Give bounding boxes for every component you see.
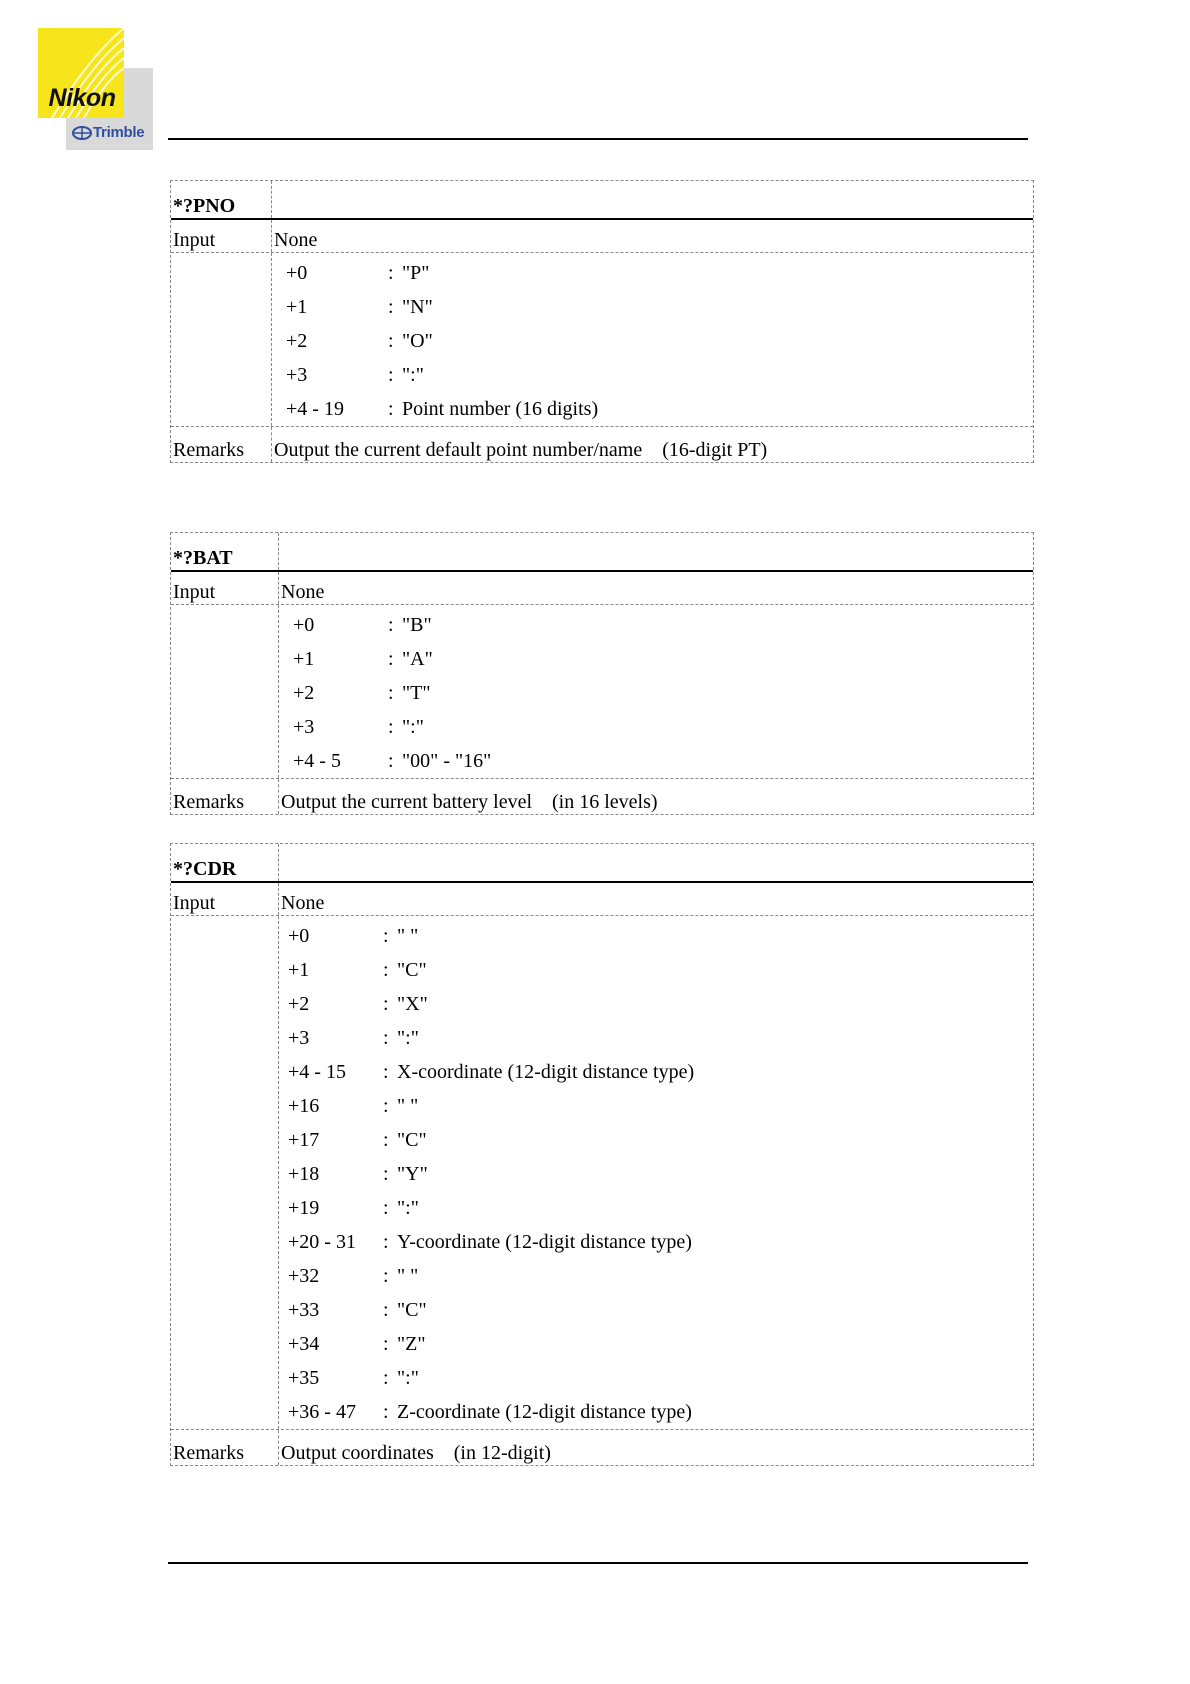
output-offset: +1 [288,958,310,981]
output-offset: +17 [288,1128,320,1151]
output-offset: +18 [288,1162,320,1185]
output-line [279,1225,1033,1259]
output-value: " " [397,1094,419,1117]
output-value: ":" [397,1026,419,1049]
footer-rule [168,1562,1028,1564]
output-colon: : [383,1400,389,1423]
output-offset: +3 [288,1026,310,1049]
command-row [171,533,1033,572]
remarks-row [171,779,1033,814]
output-value: ":" [397,1366,419,1389]
output-colon: : [388,681,394,704]
output-line [279,1089,1033,1123]
output-offset: +34 [288,1332,320,1355]
output-colon: : [383,1196,389,1219]
output-offset: +33 [288,1298,320,1321]
output-line [279,919,1033,953]
output-line [279,608,1033,642]
output-offset: +2 [293,681,315,704]
output-offset: +3 [286,363,308,386]
output-value: "P" [402,261,430,284]
output-line [279,710,1033,744]
output-value: Y-coordinate (12-digit distance type) [397,1230,692,1253]
output-value: "O" [402,329,433,352]
output-colon: : [383,1332,389,1355]
output-line [279,1293,1033,1327]
output-colon: : [388,647,394,670]
input-label: Input [173,581,216,603]
nikon-wordmark: Nikon [48,84,116,112]
output-line [272,256,1033,290]
output-row [171,605,1033,779]
output-value: "Z" [397,1332,426,1355]
remarks-value: Output the current default point number/name (16-digit PT) [274,439,768,461]
output-offset: +0 [288,924,310,947]
input-row [171,220,1033,253]
input-value: None [281,581,325,603]
output-value: "C" [397,1128,427,1151]
output-value: " " [397,924,419,947]
trimble-wordmark [72,124,144,141]
output-value: ":" [402,715,424,738]
output-line [279,642,1033,676]
output-offset: +1 [293,647,315,670]
output-list [279,916,1033,1429]
output-list [272,253,1033,426]
input-value: None [274,229,318,251]
output-colon: : [388,397,394,420]
output-line [279,1055,1033,1089]
output-value: "N" [402,295,433,318]
header-rule [168,138,1028,140]
output-row [171,253,1033,427]
output-offset: +2 [288,992,310,1015]
output-value: ":" [397,1196,419,1219]
output-line [272,290,1033,324]
trimble-text: Trimble [93,124,145,141]
output-colon: : [388,749,394,772]
output-value: "A" [402,647,433,670]
output-offset: +19 [288,1196,320,1219]
output-colon: : [383,924,389,947]
output-offset: +1 [286,295,308,318]
output-offset: +0 [293,613,315,636]
output-colon: : [388,329,394,352]
output-line [272,324,1033,358]
remarks-label: Remarks [173,791,245,813]
output-offset: +35 [288,1366,320,1389]
output-offset: +0 [286,261,308,284]
output-line [279,1361,1033,1395]
output-offset: +4 - 15 [288,1060,346,1083]
output-colon: : [383,958,389,981]
command-table-bat [170,532,1034,815]
output-offset: +4 - 19 [286,397,344,420]
output-offset: +16 [288,1094,320,1117]
remarks-value: Output the current battery level (in 16 levels) [281,791,658,813]
output-line [279,987,1033,1021]
output-value: Z-coordinate (12-digit distance type) [397,1400,692,1423]
output-colon: : [388,715,394,738]
input-label: Input [173,229,216,251]
output-line [279,1259,1033,1293]
command-table-pno [170,180,1034,463]
remarks-label: Remarks [173,439,245,461]
command-row [171,844,1033,883]
command-name: *?CDR [173,858,237,880]
output-value: X-coordinate (12-digit distance type) [397,1060,695,1083]
command-row [171,181,1033,220]
output-line [279,1395,1033,1429]
remarks-row [171,1430,1033,1465]
output-value: "C" [397,958,427,981]
output-list [279,605,1033,778]
output-colon: : [388,261,394,284]
output-colon: : [383,1264,389,1287]
trimble-globe-icon [72,125,92,141]
output-row [171,916,1033,1430]
output-colon: : [383,1128,389,1151]
output-value: "T" [402,681,431,704]
output-value: "X" [397,992,428,1015]
output-value: ":" [402,363,424,386]
output-value: "C" [397,1298,427,1321]
output-offset: +3 [293,715,315,738]
remarks-value: Output coordinates (in 12-digit) [281,1442,551,1464]
input-value: None [281,892,325,914]
output-colon: : [388,363,394,386]
output-line [272,358,1033,392]
output-line [272,392,1033,426]
output-colon: : [388,295,394,318]
remarks-label: Remarks [173,1442,245,1464]
output-colon: : [383,992,389,1015]
output-line [279,744,1033,778]
output-colon: : [383,1366,389,1389]
command-table-cdr [170,843,1034,1466]
output-line [279,1327,1033,1361]
command-name: *?BAT [173,547,233,569]
input-label: Input [173,892,216,914]
output-line [279,953,1033,987]
output-line [279,1021,1033,1055]
output-line [279,1157,1033,1191]
output-value: "B" [402,613,432,636]
output-colon: : [383,1298,389,1321]
output-offset: +2 [286,329,308,352]
output-value: " " [397,1264,419,1287]
input-row [171,572,1033,605]
output-offset: +4 - 5 [293,749,341,772]
remarks-row [171,427,1033,462]
nikon-trimble-logo [38,28,153,150]
logo-yellow-block [38,28,124,118]
output-offset: +36 - 47 [288,1400,356,1423]
command-name: *?PNO [173,195,236,217]
output-colon: : [388,613,394,636]
output-line [279,676,1033,710]
input-row [171,883,1033,916]
output-colon: : [383,1162,389,1185]
output-colon: : [383,1230,389,1253]
output-value: "00" - "16" [402,749,492,772]
output-line [279,1191,1033,1225]
output-value: Point number (16 digits) [402,397,599,420]
output-colon: : [383,1094,389,1117]
output-colon: : [383,1026,389,1049]
output-offset: +32 [288,1264,320,1287]
output-line [279,1123,1033,1157]
output-colon: : [383,1060,389,1083]
output-offset: +20 - 31 [288,1230,356,1253]
output-value: "Y" [397,1162,428,1185]
